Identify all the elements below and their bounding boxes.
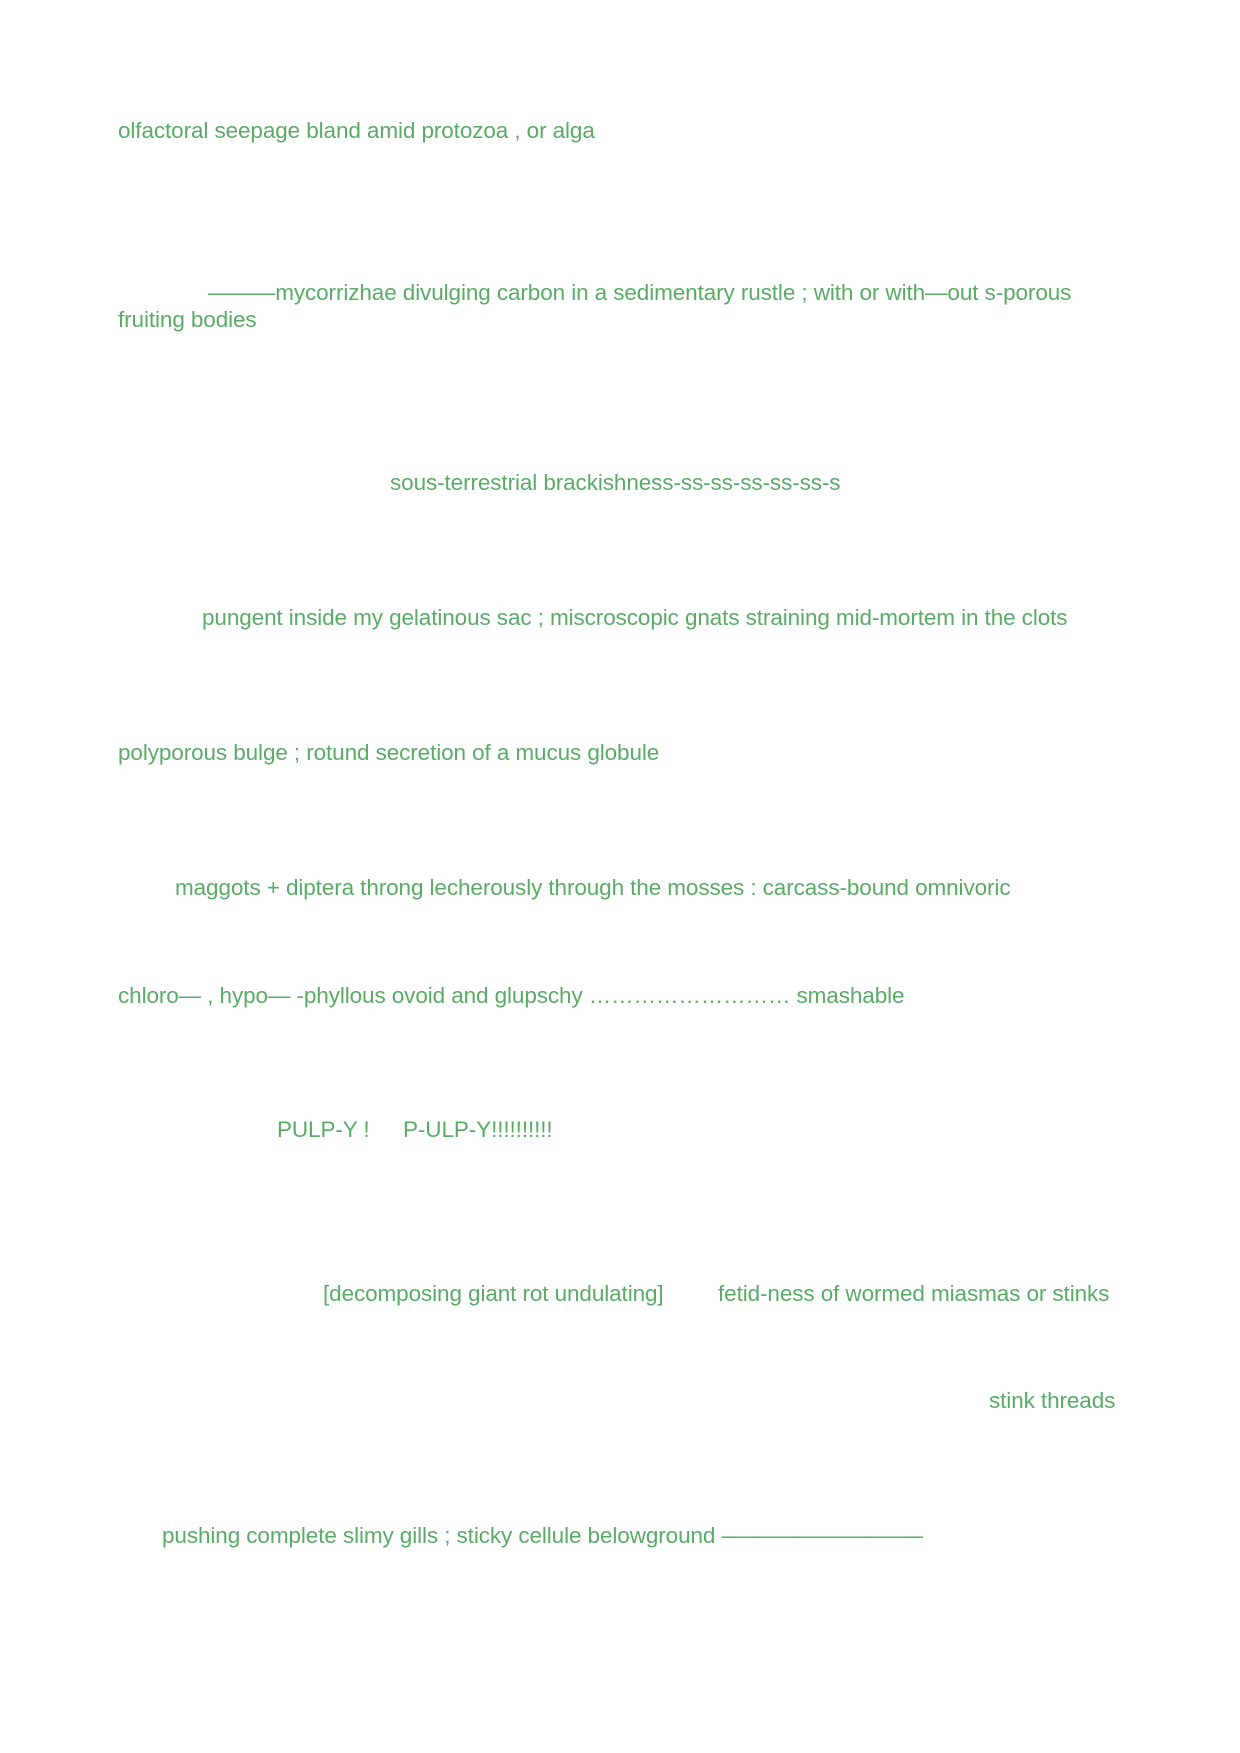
poem-line-olfactoral: olfactoral seepage bland amid protozoa , or alga bbox=[118, 118, 595, 143]
poem-line-decomposing: [decomposing giant rot undulating] bbox=[323, 1281, 664, 1306]
poem-line-pushing: pushing complete slimy gills ; sticky cellule belowground ————————— bbox=[162, 1523, 924, 1548]
poem-line-fetid: fetid-ness of wormed miasmas or stinks bbox=[718, 1281, 1110, 1306]
poem-line-chloro: chloro— , hypo— -phyllous ovoid and glupschy ……………………… smashable bbox=[118, 983, 905, 1008]
poem-line-maggots: maggots + diptera throng lecherously through the mosses : carcass-bound omnivoric bbox=[175, 875, 1011, 900]
poem-line-pulpy-a: PULP-Y ! bbox=[277, 1117, 370, 1142]
poem-line-polyporous: polyporous bulge ; rotund secretion of a mucus globule bbox=[118, 740, 660, 765]
poem-line-stink-threads: stink threads bbox=[989, 1388, 1116, 1413]
poem-line-pulpy-b: P-ULP-Y!!!!!!!!!! bbox=[403, 1117, 553, 1142]
poem-line-sous-terrestrial: sous-terrestrial brackishness-ss-ss-ss-ss-ss-s bbox=[390, 470, 841, 495]
poem-line-pungent: pungent inside my gelatinous sac ; miscroscopic gnats straining mid-mortem in the clots bbox=[202, 605, 1068, 630]
poem-line-mycorrizhae: ———mycorrizhae divulging carbon in a sedimentary rustle ; with or with—out s-porous fruiting bodies bbox=[118, 280, 1072, 332]
